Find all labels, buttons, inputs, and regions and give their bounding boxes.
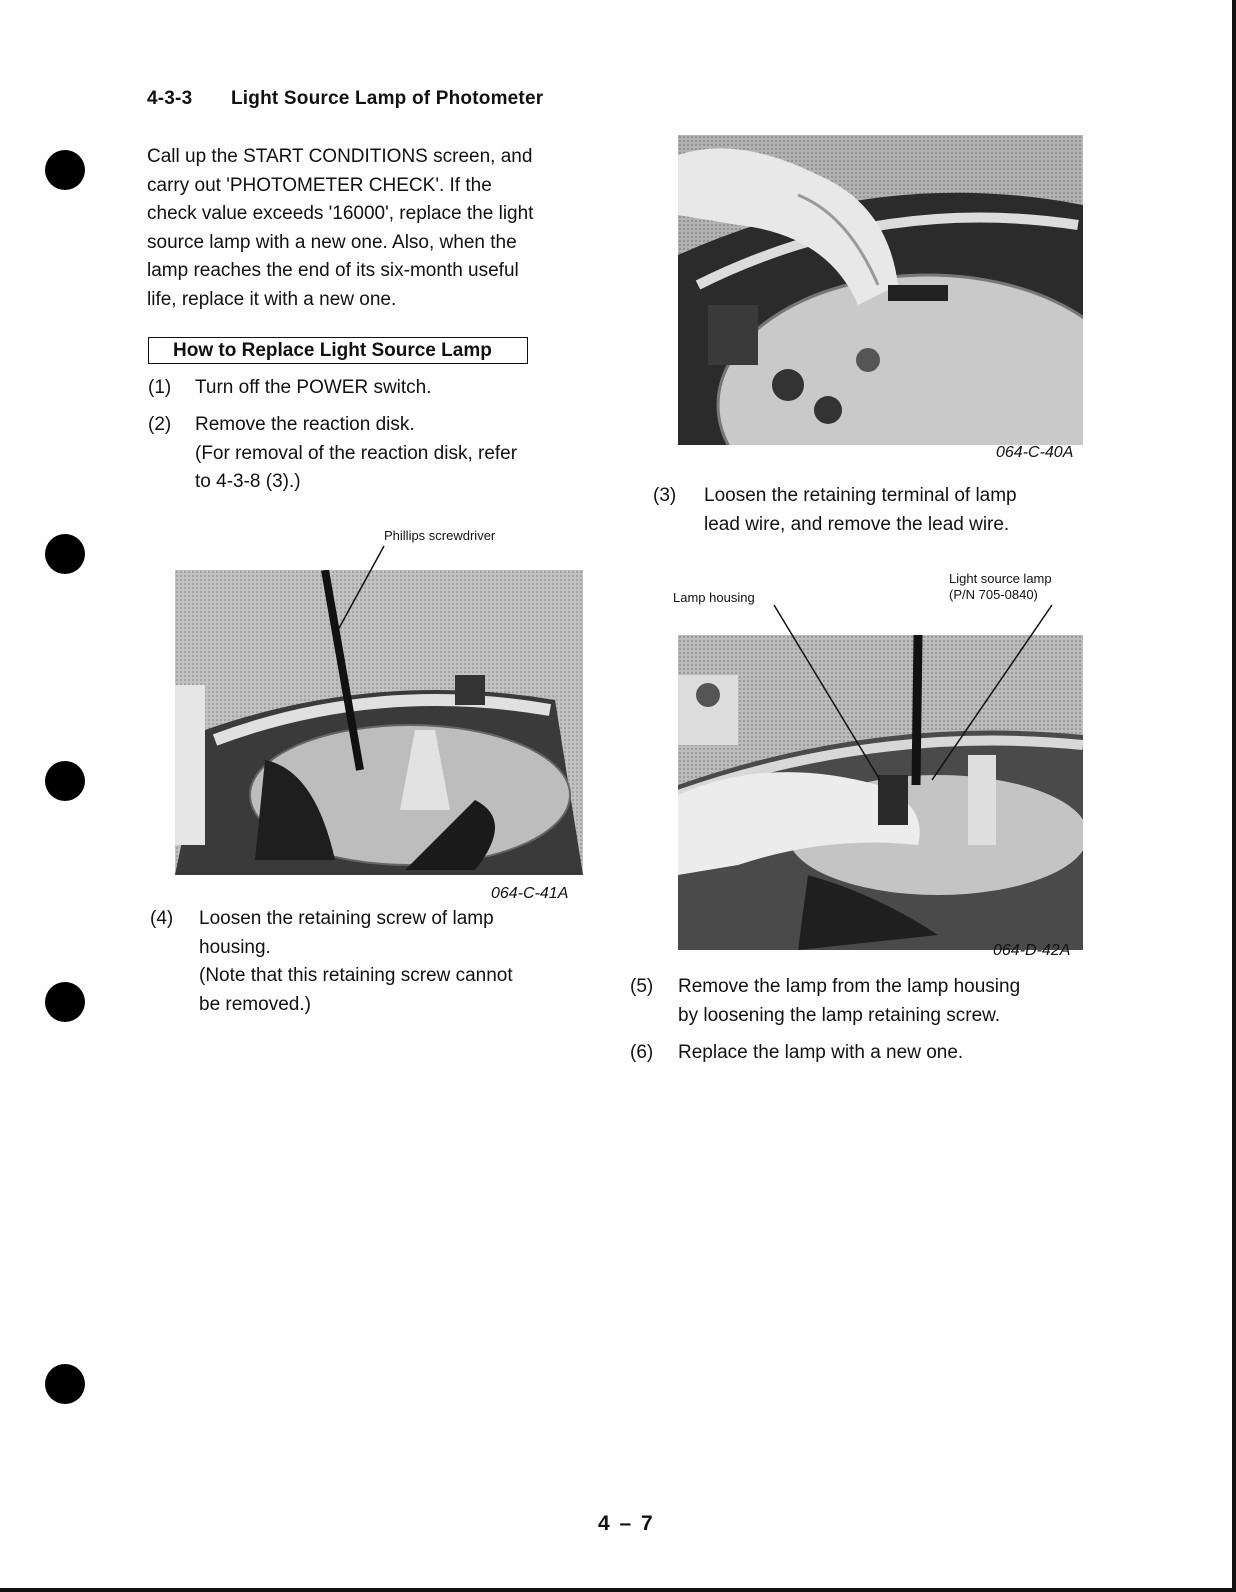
binder-hole <box>45 150 85 190</box>
step-text: lead wire, and remove the lead wire. <box>704 513 1010 535</box>
step-2 <box>148 411 588 501</box>
step-text: Loosen the retaining screw of lamp <box>199 908 494 929</box>
step-number: (6) <box>630 1042 654 1063</box>
page-edge <box>0 1588 1236 1592</box>
step-text: to 4-3-8 (3).) <box>195 471 301 492</box>
step-number: (5) <box>630 976 654 997</box>
step-6 <box>630 1039 1090 1069</box>
callout-lamp-housing: Lamp housing <box>673 590 755 605</box>
callout-light-source-lamp <box>949 571 1052 603</box>
step-text: Replace the lamp with a new one. <box>678 1042 964 1063</box>
step-text: (Note that this retaining screw cannot <box>199 965 513 986</box>
section-number: 4-3-3 <box>147 88 193 109</box>
intro-line: source lamp with a new one. Also, when the <box>147 231 517 253</box>
step-number: (2) <box>148 414 172 435</box>
intro-paragraph <box>147 143 533 314</box>
step-text: Remove the lamp from the lamp housing <box>678 976 1021 997</box>
step-1 <box>148 374 588 404</box>
intro-line: check value exceeds '16000', replace the light <box>147 203 534 224</box>
step-4 <box>150 905 590 1025</box>
photo-lamp-housing <box>678 635 1083 950</box>
step-text: (For removal of the reaction disk, refer <box>195 442 518 464</box>
binder-hole <box>45 982 85 1022</box>
step-5 <box>630 973 1090 1033</box>
section-title: Light Source Lamp of Photometer <box>231 88 544 109</box>
intro-line: lamp reaches the end of its six-month useful <box>147 260 519 281</box>
page-edge <box>1232 0 1236 1592</box>
callout-line: (P/N 705-0840) <box>949 587 1038 602</box>
binder-hole <box>45 1364 85 1404</box>
step-text: by loosening the lamp retaining screw. <box>678 1004 1001 1026</box>
photo-reaction-disk <box>175 570 583 875</box>
step-text: Turn off the POWER switch. <box>195 377 432 398</box>
step-text: housing. <box>199 936 271 958</box>
page-number: 4 – 7 <box>598 1512 655 1535</box>
callout-line: Light source lamp <box>949 571 1052 586</box>
step-text: Remove the reaction disk. <box>195 414 415 435</box>
step-number: (4) <box>150 908 174 929</box>
callout-phillips-screwdriver: Phillips screwdriver <box>384 528 496 543</box>
figure-caption: 064-D-42A <box>993 942 1071 959</box>
binder-hole <box>45 534 85 574</box>
section-heading <box>147 88 543 110</box>
intro-line: Call up the START CONDITIONS screen, and <box>147 146 533 167</box>
step-text: be removed.) <box>199 993 311 1015</box>
step-3 <box>653 482 1093 542</box>
step-text: Loosen the retaining terminal of lamp <box>704 485 1017 506</box>
step-number: (3) <box>653 485 677 506</box>
figure-caption: 064-C-41A <box>491 885 569 902</box>
procedure-heading: How to Replace Light Source Lamp <box>148 337 528 364</box>
step-number: (1) <box>148 377 172 398</box>
photo-lamp-lead-wire <box>678 135 1083 445</box>
intro-line: carry out 'PHOTOMETER CHECK'. If the <box>147 174 492 196</box>
binder-hole <box>45 761 85 801</box>
intro-line: life, replace it with a new one. <box>147 288 397 310</box>
figure-caption: 064-C-40A <box>996 444 1074 461</box>
